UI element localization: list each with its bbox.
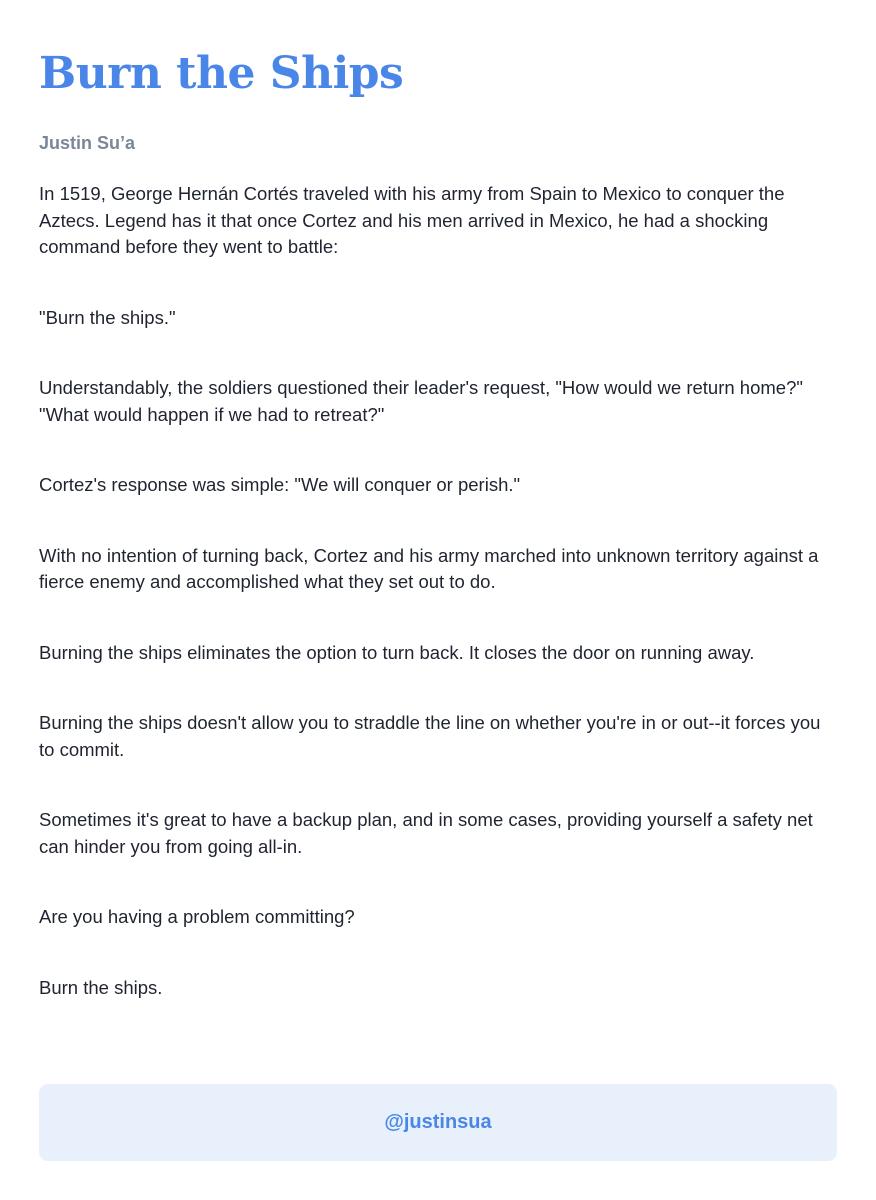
paragraph: In 1519, George Hernán Cortés traveled with his army from Spain to Mexico to conquer the Aztecs. Legend has it that once Cortez and his men arrived in Mexico, he had a shocking command before they went to battle:	[39, 183, 785, 257]
paragraph: Are you having a problem committing?	[39, 906, 355, 927]
footer-handle-box	[39, 1084, 837, 1161]
paragraph: Sometimes it's great to have a backup plan, and in some cases, providing yourself a safety net can hinder you from going all-in.	[39, 809, 813, 857]
paragraph: With no intention of turning back, Cortez and his army marched into unknown territory against a fierce enemy and accomplished what they set out to do.	[39, 544, 819, 592]
paragraph: Burn the ships.	[39, 976, 163, 998]
author-name: Justin Su’a	[39, 133, 136, 153]
paragraph: "Burn the ships."	[39, 306, 176, 328]
article-body	[39, 181, 839, 1045]
paragraph: Cortez's response was simple: "We will conquer or perish."	[39, 474, 521, 495]
paragraph: Burning the ships doesn't allow you to straddle the line on whether you're in or out--it forces you to commit.	[39, 712, 821, 760]
paragraph: Burning the ships eliminates the option to turn back. It closes the door on running away.	[39, 641, 755, 663]
paragraph: Understandably, the soldiers questioned their leader's request, "How would we return home?" "What would happen if we had to retreat?"	[39, 377, 803, 425]
twitter-handle[interactable]: @justinsua	[384, 1111, 492, 1133]
article-title: Burn the Ships	[39, 48, 404, 99]
